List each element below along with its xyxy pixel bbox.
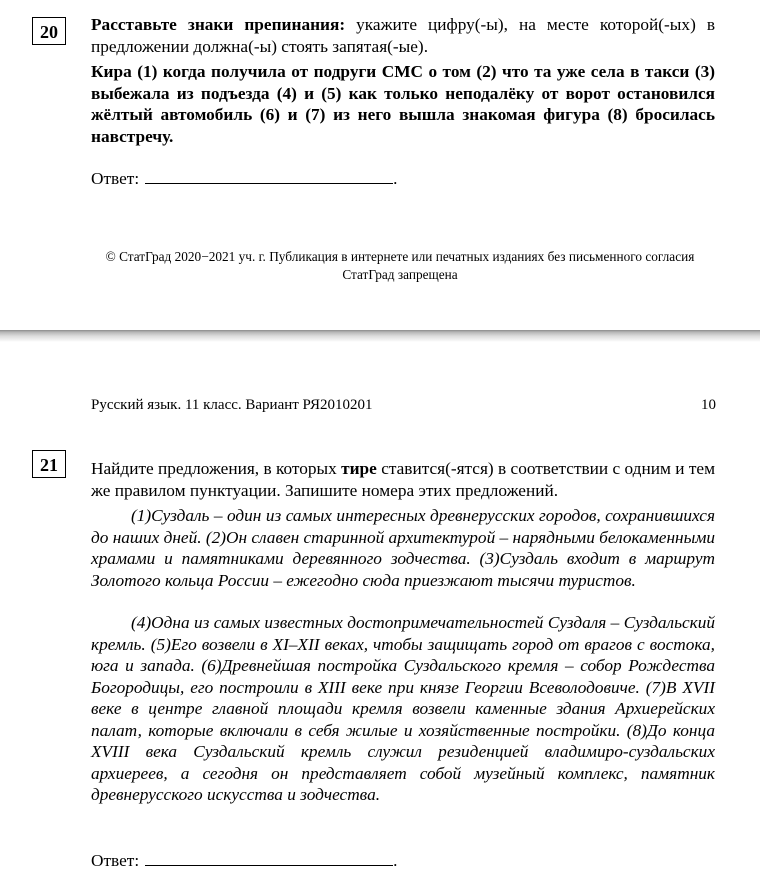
answer-end: . [393,851,398,870]
task-instruction [91,14,715,57]
page-top [0,0,760,330]
answer-row [91,850,397,872]
answer-label: Ответ: [91,851,140,870]
instruction-text: Найдите предложения, в которых [91,459,342,478]
answer-end: . [393,169,398,188]
instruction-bold: тире [341,459,377,478]
task-sentence: Кира (1) когда получила от подруги СМС о том (2) что та уже села в такси (3) выбежала из подъезда (4) и (5) как только неподалёку от ворот остановился жёлтый автомобиль (6) и (7) из него вышла знакомая фигура (8) бросилась навстречу. [91,62,715,146]
instruction-text: ставится(-ятся) в соответствии с одним и тем же правилом пунктуации. Запишите номера этих предложений. [91,459,716,500]
answer-line[interactable] [145,851,393,866]
page-separator [0,330,760,342]
instruction-bold: Расставьте знаки препинания: [91,15,346,34]
answer-line[interactable] [145,169,393,184]
answer-label: Ответ: [91,169,140,188]
page-header-title: Русский язык. 11 класс. Вариант РЯ2010201 [91,397,373,413]
answer-row [91,168,397,190]
text-paragraph-1: (1)Суздаль – один из самых интересных древнерусских городов, сохранившихся до наших дней. (2)Он славен старинной архитектурой – нарядными белокаменными храмами и памятниками деревянного зодчества. (3)Суздаль входит в маршрут Золотого кольца России – ежегодно сюда приезжают тысячи туристов. [91,506,715,590]
copyright-notice: © СтатГрад 2020−2021 уч. г. Публикация в интернете или печатных изданиях без письменного согласия СтатГрад запрещена [105,249,695,282]
task-number-box: 21 [32,450,66,478]
task-instruction [91,458,715,501]
task-number-box: 20 [32,17,66,45]
page-number: 10 [701,397,716,413]
instruction-text: укажите цифру(-ы), на месте которой(-ых) в предложении должна(-ы) стоять запятая(-ые). [91,15,715,56]
text-paragraph-2: (4)Одна из самых известных достопримечательностей Суздаля – Суздальский кремль. (5)Его возвели в XI–XII веках, чтобы защищать город от врагов с востока, юга и запада. (6)Древнейшая постройка Суздальского кремля – собор Рождества Богородицы, его построили в XIII веке при князе Георгии Всеволодовиче. (7)В XVII веке в центре главной площади кремля возвели каменные здания Архиерейских палат, которые включали в себя жилые и хозяйственные постройки. (8)До конца XVIII века Суздальский кремль служил резиденцией владимиро-суздальских архиереев, а сегодня он представляет собой музейный комплекс, памятник древнерусского искусства и зодчества. [91,613,715,804]
